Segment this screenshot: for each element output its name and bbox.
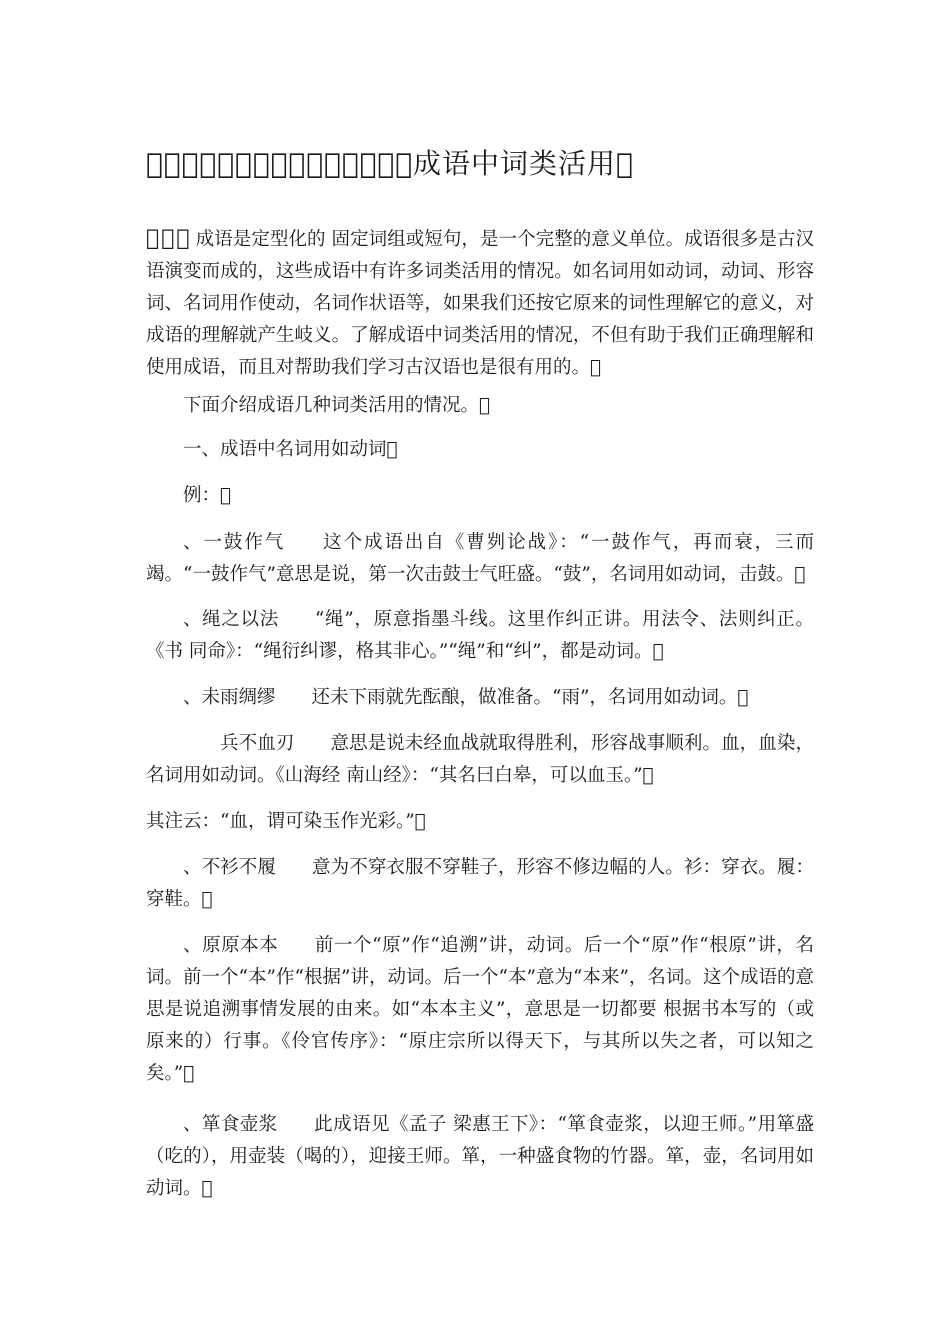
section-heading-1: 一、成语中名词用如动词󲖅 [183, 439, 398, 460]
idiom-term: 兵不血刃 [220, 733, 295, 754]
idiom-explanation: 还未下雨就先酝酿，做准备。“雨”，名词用如动词。󲖉 [311, 687, 749, 708]
example-item-4-note [146, 806, 814, 838]
idiom-explanation: “绳”，原意指墨斗线。这里作纠正讲。用法令、法则纠正。《书 同命》：“绳衍纠谬，格其非心。”“绳”和“纠”，都是动词。󲖈 [146, 609, 814, 662]
example-item-2 [146, 604, 814, 668]
paragraph-overview: 下面介绍成语几种词类活用的情况。󲖄 [183, 395, 491, 416]
example-item-4 [146, 728, 814, 792]
intro-text: 成语是定型化的 固定词组或短句，是一个完整的意义单位。成语很多是古汉语演变而成的，这些成语中有许多词类活用的情况。如名词用如动词，动词、形容词、名词用作使动，名词作状语等，如果我们还按它原来的词性理解它的意义，对成语的理解就产生岐义。了解成语中词类活用的情况，不但有助于我们正确理解和使用成语，而且对帮助我们学习古汉语也是很有用的。󲖃 [146, 229, 814, 378]
example-item-1 [146, 527, 814, 591]
idiom-term: 、绳之以法 [183, 609, 279, 630]
example-item-6 [146, 930, 814, 1090]
example-label: 例：󲖆 [183, 485, 232, 506]
idiom-term: 、未雨绸缪 [183, 687, 276, 708]
idiom-term: 、原原本本 [183, 935, 279, 956]
example-item-7 [146, 1109, 814, 1205]
intro-lead-glyphs: 󲖀󲖁󲖂 [146, 225, 192, 251]
idiom-explanation: 前一个“原”作“追溯”讲，动词。后一个“原”作“根原”讲，名词。前一个“本”作“根据”讲，动词。后一个“本”意为“本来”，名词。这个成语的意思是说追溯事情发展的由来。如“本本主义”，意思是一切都要 根据书本写的（或原来的）行事。《伶官传序》：“原庄宗所以得天下，与其所以失之者，可以知之矣。”󲖍 [146, 935, 814, 1084]
idiom-explanation: 其注云：“血，谓可染玉作光彩。”󲖋 [146, 811, 426, 832]
idiom-term: 、箪食壶浆 [183, 1114, 278, 1135]
idiom-explanation: 意为不穿衣服不穿鞋子，形容不修边幅的人。衫：穿衣。履：穿鞋。󲖌 [146, 857, 814, 910]
idiom-explanation: 意思是说未经血战就取得胜利，形容战事顺利。血，血染，名词用如动词。《山海经 南山经》：“其名曰白皋，可以血玉。”󲖊 [146, 733, 814, 786]
idiom-explanation: 此成语见《孟子 梁惠王下》：“箪食壶浆，以迎王师。”用箪盛（吃的），用壶装（喝的），迎接王师。箪，一种盛食物的竹器。箪，壶，名词用如动词。󲖎 [146, 1114, 814, 1199]
idiom-term: 、一鼓作气 [183, 532, 286, 553]
example-item-5 [146, 852, 814, 916]
example-item-3 [146, 682, 814, 714]
idiom-explanation: 这个成语出自《曹刿论战》：“一鼓作气，再而衰，三而竭。“一鼓作气”意思是说，第一次击鼓士气旺盛。“鼓”，名词用如动词，击鼓。󲖇 [146, 532, 814, 585]
idiom-term: 、不衫不履 [183, 857, 276, 878]
document-title: 󲕰󲕱󲕲󲕳󲕴󲕵󲕶󲕷󲕸󲕹󲕺󲕻󲕼󲕽󲕾成语中词类活用󲕿 [146, 147, 634, 180]
intro-paragraph [146, 222, 814, 384]
